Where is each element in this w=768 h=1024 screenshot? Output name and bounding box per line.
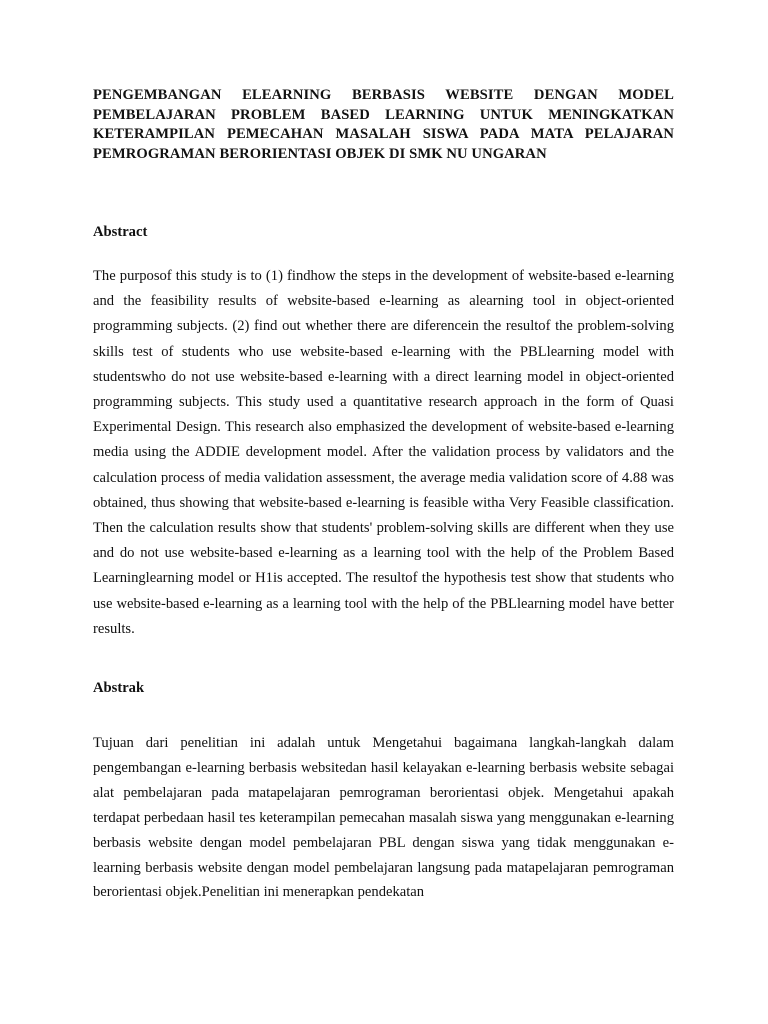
abstract-paragraph: The purposof this study is to (1) findhow the steps in the development of website-based e-learning and the feasibility results of website-based e-learning as alearning tool in object-oriented programming subjects. (2) find out whether there are diferencein the resultof the problem-solving skills test of students who use website-based e-learning with the PBLlearning model with studentswho do not use website-based e-learning with a direct learning model in object-oriented programming subjects. This study used a quantitative research approach in the form of Quasi Experimental Design. This research also emphasized the development of website-based e-learning media using the ADDIE development model. After the validation process by validators and the calculation process of media validation assessment, the average media validation score of 4.88 was obtained, thus showing that website-based e-learning is feasible witha Very Feasible classification. Then the calculation results show that students' problem-solving skills are different when they use and do not use website-based e-learning as a learning tool with the help of the Problem Based Learninglearning model or H1is accepted. The resultof the hypothesis test show that students who use website-based e-learning as a learning tool with the help of the PBLlearning model have better results. — [93, 268, 674, 637]
abstrak-paragraph: Tujuan dari penelitian ini adalah untuk Mengetahui bagaimana langkah-langkah dalam pengembangan e-learning berbasis websitedan hasil kelayakan e-learning berbasis website sebagai alat pembelajaran pada matapelajaran pemrograman berorientasi objek. Mengetahui apakah terdapat perbedaan hasil tes keterampilan pemecahan masalah siswa yang menggunakan e-learning berbasis website dengan model pembelajaran PBL dengan siswa yang tidak menggunakan e-learning berbasis website dengan model pembelajaran langsung pada matapelajaran pemrograman berorientasi objek.Penelitian ini menerapkan pendekatan — [93, 735, 674, 901]
abstrak-heading: Abstrak — [93, 680, 145, 697]
paper-title: PENGEMBANGAN ELEARNING BERBASIS WEBSITE DENGAN MODEL PEMBELAJARAN PROBLEM BASED LEARNING UNTUK MENINGKATKAN KETERAMPILAN PEMECAHAN MASALAH SISWA PADA MATA PELAJARAN PEMROGRAMAN BERORIENTASI OBJEK DI SMK NU UNGARAN — [93, 87, 674, 162]
abstract-heading: Abstract — [93, 224, 148, 240]
paper-page — [93, 86, 674, 905]
